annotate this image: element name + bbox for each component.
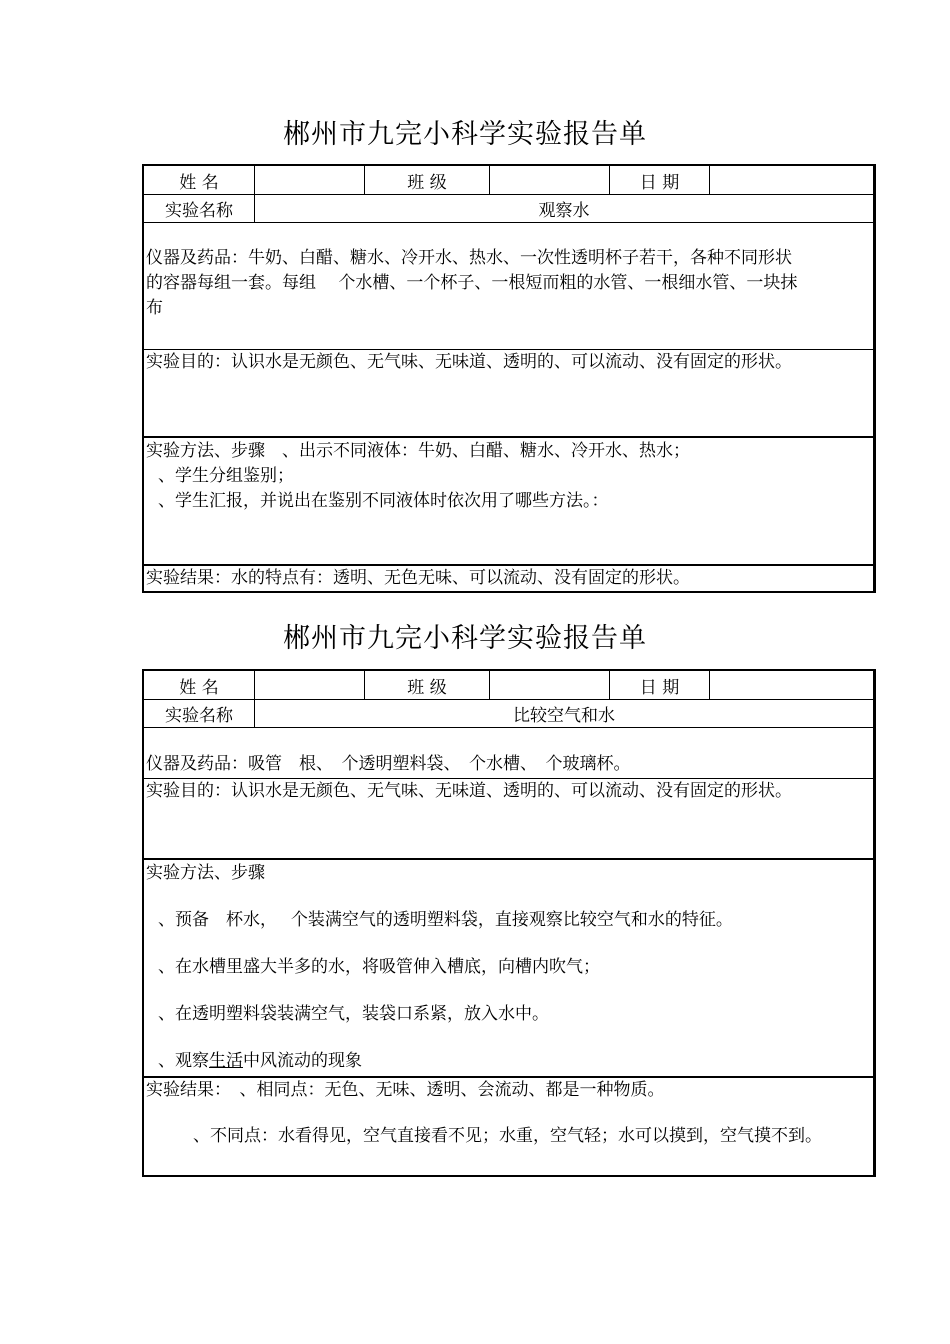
apparatus-line: 仪器及药品：牛奶、白醋、糖水、冷开水、热水、一次性透明杯子若干，各种不同形状 bbox=[146, 248, 792, 268]
report2-table bbox=[142, 669, 876, 1177]
name-field[interactable] bbox=[255, 671, 365, 699]
date-label: 日 期 bbox=[610, 166, 710, 194]
method-step-part: 中风流动的现象 bbox=[243, 1051, 362, 1071]
name-label: 姓 名 bbox=[144, 166, 255, 194]
method-line: 实验方法、步骤 、出示不同液体：牛奶、白醋、糖水、冷开水、热水； bbox=[146, 441, 690, 461]
report2-title: 郴州市九完小科学实验报告单 bbox=[283, 623, 647, 654]
name-label: 姓 名 bbox=[144, 671, 255, 699]
result-line: 实验结果： 、相同点：无色、无味、透明、会流动、都是一种物质。 bbox=[146, 1080, 665, 1100]
report2-purpose bbox=[144, 779, 873, 860]
report2-method bbox=[144, 860, 873, 1078]
report1-title: 郴州市九完小科学实验报告单 bbox=[283, 119, 647, 150]
class-label: 班 级 bbox=[365, 166, 490, 194]
report1-method bbox=[144, 438, 873, 566]
method-line: 、学生分组鉴别； bbox=[158, 466, 294, 486]
exp-name-label: 实验名称 bbox=[144, 195, 255, 222]
method-step: 、在透明塑料袋装满空气，装袋口系紧，放入水中。 bbox=[158, 1004, 549, 1024]
report2-info-row bbox=[144, 671, 873, 700]
report1-apparatus bbox=[144, 223, 873, 350]
method-line: 、学生汇报，并说出在鉴别不同液体时依次用了哪些方法。： bbox=[158, 491, 609, 511]
method-step-underlined: 生活 bbox=[209, 1051, 243, 1071]
method-step: 、预备 杯水， 个装满空气的透明塑料袋，直接观察比较空气和水的特征。 bbox=[158, 910, 733, 930]
apparatus-text: 仪器及药品：吸管 根、 个透明塑料袋、 个水槽、 个玻璃杯。 bbox=[146, 754, 631, 774]
name-field[interactable] bbox=[255, 166, 365, 194]
purpose-text: 实验目的：认识水是无颜色、无气味、无味道、透明的、可以流动、没有固定的形状。 bbox=[146, 781, 792, 801]
result-text: 实验结果：水的特点有：透明、无色无味、可以流动、没有固定的形状。 bbox=[146, 568, 690, 588]
method-step bbox=[156, 1049, 362, 1074]
apparatus-line: 的容器每组一套。每组 个水槽、一个杯子、一根短而粗的水管、一根细水管、一块抹 bbox=[146, 273, 798, 293]
method-step: 、在水槽里盛大半多的水，将吸管伸入槽底，向槽内吹气； bbox=[158, 957, 600, 977]
report1-purpose bbox=[144, 350, 873, 438]
report1-info-row bbox=[144, 166, 873, 195]
report1-table bbox=[142, 164, 876, 593]
exp-name-label: 实验名称 bbox=[144, 700, 255, 727]
method-title: 实验方法、步骤 bbox=[146, 863, 265, 883]
apparatus-line: 布 bbox=[146, 298, 163, 318]
class-field[interactable] bbox=[490, 671, 610, 699]
exp-name-value: 比较空气和水 bbox=[513, 706, 615, 726]
date-label: 日 期 bbox=[610, 671, 710, 699]
exp-name-value: 观察水 bbox=[538, 201, 590, 221]
report2-result bbox=[144, 1078, 873, 1175]
purpose-text: 实验目的：认识水是无颜色、无气味、无味道、透明的、可以流动、没有固定的形状。 bbox=[146, 352, 792, 372]
date-field[interactable] bbox=[710, 166, 873, 194]
report1-name-row bbox=[144, 195, 873, 223]
method-step-part: 、观察 bbox=[158, 1051, 209, 1071]
date-field[interactable] bbox=[710, 671, 873, 699]
report2-apparatus bbox=[144, 728, 873, 779]
report2-name-row bbox=[144, 700, 873, 728]
class-label: 班 级 bbox=[365, 671, 490, 699]
class-field[interactable] bbox=[490, 166, 610, 194]
result-line: 、不同点：水看得见，空气直接看不见；水重，空气轻；水可以摸到，空气摸不到。 bbox=[193, 1126, 822, 1146]
report1-result bbox=[144, 566, 873, 591]
